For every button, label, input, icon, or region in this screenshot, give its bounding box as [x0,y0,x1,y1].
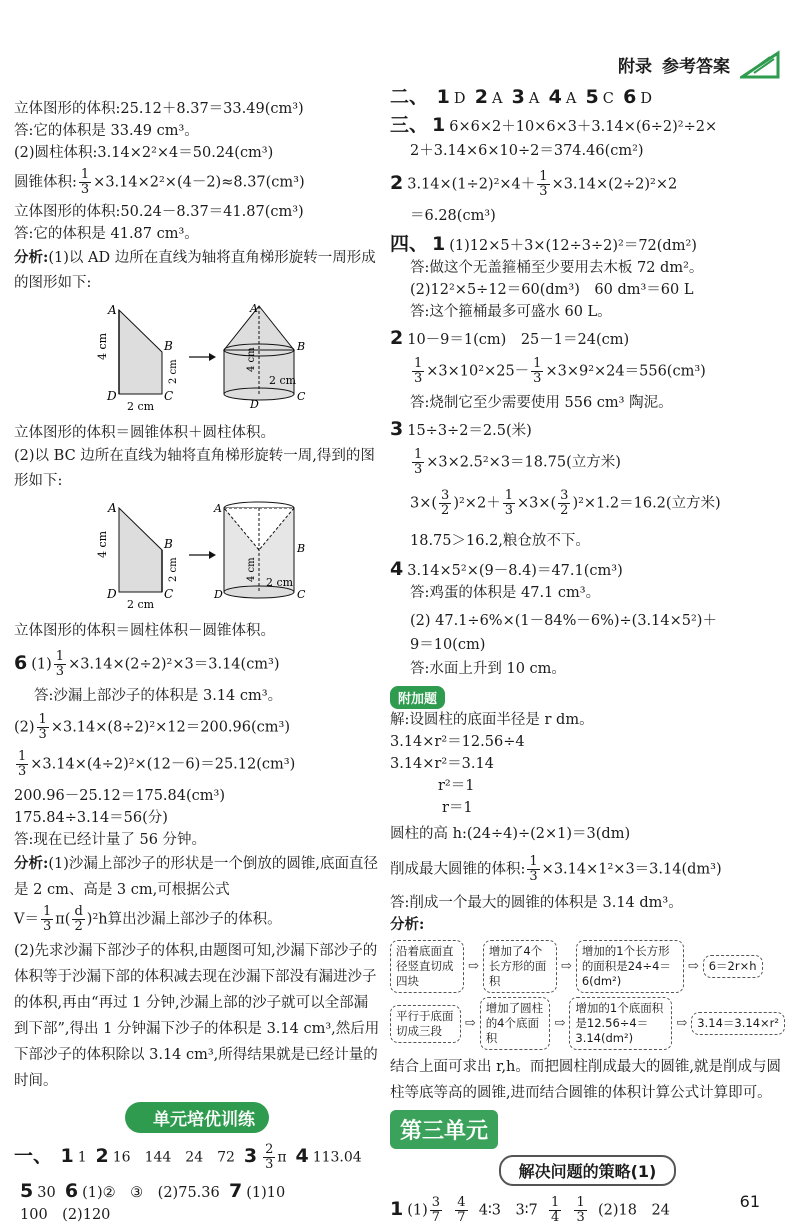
flow-box: 6＝2r×h [703,955,763,978]
svg-text:B: B [297,340,306,353]
arrow-right-icon: ⇨ [676,1016,688,1031]
svg-text:C: C [297,588,306,601]
fraction: $\frac{1}{3}$ [414,447,423,477]
text-line: 3.14×r²＝3.14 [390,756,494,772]
flow-row-2 [390,997,785,1050]
svg-text:2 cm: 2 cm [269,374,297,387]
fraction: $\frac{1}{3}$ [18,749,27,779]
svg-text:C: C [297,390,306,403]
flow-box: 平行于底面切成三段 [390,1005,461,1043]
text-line: 答:烧制它至少需要使用 556 cm³ 陶泥。 [410,395,673,411]
fraction: $\frac{3}{2}$ [560,488,569,518]
analysis-paragraph: 结合上面可求出 r,h。而把圆柱削成最大的圆锥,就是削成与圆柱等底等高的圆锥,进而结合圆锥的体积计算公式计算即可。 [390,1059,782,1101]
svg-text:C: C [164,587,174,601]
right-column [390,86,785,1225]
flow-box: 增加的1个底面积是12.56÷4＝3.14(dm²) [569,997,672,1050]
answer-line: 2 10－9＝1(cm) 25－1＝24(cm) [390,327,630,349]
text-line: 2＋3.14×6×10÷2＝374.46(cm²) [410,143,644,159]
unit-title: 第三单元 [390,1110,498,1149]
arrow-right-icon: ⇨ [560,959,572,974]
formula-line: 削成最大圆锥的体积: $\frac{1}{3}$ ×3.14×1²×3＝3.14(dm³) [390,854,722,884]
svg-text:2 cm: 2 cm [127,598,155,610]
text-line: 3.14×r²＝12.56÷4 [390,734,525,750]
ruler-triangle-icon [740,49,780,79]
svg-text:A: A [250,302,258,315]
flow-row-1 [390,940,785,993]
section-banner: 单元培优训练 [125,1102,269,1133]
svg-text:4 cm: 4 cm [246,347,257,372]
text-line: 解:设圆柱的底面半径是 r dm。 [390,712,594,728]
arrow-right-icon: ⇨ [687,959,699,974]
text-line: 立体图形的体积:50.24－8.37＝41.87(cm³) [14,204,304,220]
formula-line: $\frac{1}{3}$ ×3×10²×25－ $\frac{1}{3}$ ×3×9²×24＝556(cm³) [414,356,706,386]
analysis-paragraph: 分析:(1)沙漏上部沙子的形状是一个倒放的圆锥,底面直径是 2 cm、高是 3 cm,可根据公式 [14,855,379,898]
text-line: 200.96－25.12＝175.84(cm³) [14,788,225,804]
left-column [14,98,380,1226]
fraction: $\frac{1}{3}$ [529,854,538,884]
flow-box: 沿着底面直径竖直切成四块 [390,940,464,993]
text-line: 答:削成一个最大的圆锥的体积是 3.14 dm³。 [390,895,683,911]
svg-text:D: D [214,588,223,601]
svg-text:D: D [107,587,117,601]
answer-line: 1 (1) $\frac{3}{7}$ $\frac{4}{7}$ 4∶3 3∶7 $\frac{1}{4}$ $\frac{1}{3}$ (2)18 24 [390,1195,670,1225]
flow-box: 增加了圆柱的4个底面积 [480,997,551,1050]
strategy-wrap [390,1155,785,1186]
text-line: r²＝1 [438,778,475,794]
text-line: ＝6.28(cm³) [410,208,496,224]
text-line: (2)圆柱体积:3.14×2²×4＝50.24(cm³) [14,145,274,161]
fraction: $\frac{1}{3}$ [38,712,47,742]
fraction: $\frac{1}{3}$ [414,356,423,386]
formula-line [14,168,380,197]
figure-rotate-ad [14,302,314,412]
arrow-right-icon: ⇨ [554,1016,566,1031]
fraction: $\frac{1}{3}$ [504,488,513,518]
svg-text:2 cm: 2 cm [266,576,294,589]
fraction: $\frac{1}{3}$ [539,169,548,199]
text-line: 175.84÷3.14＝56(分) [14,810,168,826]
text-line: 9＝10(cm) [410,637,486,653]
answer-line: 四、 1 (1)12×5＋3×(12÷3÷2)²＝72(dm²) [390,233,697,255]
text-line: 答:它的体积是 41.87 cm³。 [14,226,199,242]
svg-text:C: C [164,389,174,403]
figure-rotate-bc [14,500,314,610]
analysis-label: 分析: [390,916,425,933]
answer-line: 5 30 6 (1)② ③ (2)75.36 7 (1)10 [20,1180,286,1202]
answer-line: 4 3.14×5²×(9－8.4)＝47.1(cm³) [390,558,623,580]
extra-tag-wrap [390,686,785,709]
analysis-label: 分析: [14,855,49,872]
text-line: 立体图形的体积:25.12＋8.37＝33.49(cm³) [14,101,304,117]
formula-line: V＝ $\frac{1}{3}$ π( $\frac{d}{2}$ )²h算出沙漏上部沙子的体积。 [14,904,282,934]
text-line: (2)12²×5÷12＝60(dm³) 60 dm³＝60 L [410,282,694,298]
svg-text:B: B [297,542,306,555]
fraction: $\frac{d}{2}$ [74,904,83,934]
answer-line: 100 (2)120 [20,1207,111,1223]
svg-text:B: B [164,537,173,551]
svg-text:4 cm: 4 cm [96,332,109,360]
svg-text:2 cm: 2 cm [127,400,155,412]
text-line: 圆柱的高 h:(24÷4)÷(2×1)＝3(dm) [390,826,631,842]
extra-question-tag: 附加题 [390,686,445,709]
svg-text:A: A [214,502,222,515]
fraction: $\frac{1}{3}$ [576,1195,585,1225]
unit-title-wrap [390,1110,785,1149]
text-line: r＝1 [442,800,473,816]
fraction: $\frac{3}{2}$ [441,488,450,518]
svg-text:D: D [107,389,117,403]
text: ×3.14×2²×(4－2)≈8.37(cm³) [93,174,305,191]
svg-text:2 cm: 2 cm [168,359,179,384]
formula-line: 3×( $\frac{3}{2}$ )²×2＋ $\frac{1}{3}$ ×3×( $\frac{3}{2}$ )²×1.2＝16.2(立方米) [410,488,721,518]
fraction: $\frac{1}{3}$ [80,167,90,197]
lesson-title: 解决问题的策略(1) [499,1155,677,1186]
fraction: $\frac{1}{4}$ [550,1195,560,1225]
text-line: 答:鸡蛋的体积是 47.1 cm³。 [410,585,601,601]
header-title-answers: 参考答案 [662,56,730,77]
formula-line: $\frac{1}{3}$ ×3×2.5²×3＝18.75(立方米) [414,447,621,477]
answer-line: 3 15÷3÷2＝2.5(米) [390,418,532,440]
text-line: 答:沙漏上部沙子的体积是 3.14 cm³。 [34,688,283,704]
page-number: 61 [739,1192,760,1211]
text-line: 答:这个箍桶最多可盛水 60 L。 [410,304,612,320]
header-title-appendix: 附录 [618,56,652,77]
text-line: 立体图形的体积＝圆柱体积－圆锥体积。 [14,623,275,639]
answer-line: 二、 1 D 2 A 3 A 4 A 5 C 6 D [390,86,652,108]
svg-text:D: D [250,398,259,411]
text-line: 答:做这个无盖箍桶至少要用去木板 72 dm²。 [410,260,704,276]
formula-line: 2 3.14×(1÷2)²×4＋ $\frac{1}{3}$ ×3.14×(2÷2)²×2 [390,169,678,199]
text-line: 答:水面上升到 10 cm。 [410,661,566,677]
flow-box: 增加的1个长方形的面积是24÷4＝6(dm²) [576,940,684,993]
svg-text:4 cm: 4 cm [96,530,109,558]
text: 圆锥体积: [14,174,77,191]
svg-text:2 cm: 2 cm [168,557,179,582]
svg-text:B: B [164,339,173,353]
fraction: $\frac{1}{3}$ [55,649,65,679]
flow-box: 3.14＝3.14×r² [691,1012,785,1035]
banner-wrap [14,1102,380,1133]
formula-line: $\frac{1}{3}$ ×3.14×(4÷2)²×(12－6)＝25.12(cm³) [18,749,296,779]
answer-line: 三、 1 6×6×2＋10×6×3＋3.14×(6÷2)²÷2× [390,114,718,136]
text-paragraph: (2)以 BC 边所在直线为轴将直角梯形旋转一周,得到的图形如下: [14,448,375,489]
analysis-paragraph: (2)先求沙漏下部沙子的体积,由题图可知,沙漏下部沙子的体积等于沙漏下部的体积减去现在沙漏下部没有漏进沙子的体积,再由“再过 1 分钟,沙漏上部的沙子就可以全部漏到下部”,得出 1 分钟漏下沙子的体积是 3.14 cm³,然后用下部沙子的体积除以 3.14 cm³,所得结果就是已经计量的时间。 [14,943,380,1089]
text-line: (2) 47.1÷6%×(1－84%－6%)÷(3.14×5²)＋ [410,613,717,629]
analysis-paragraph: 分析:(1)以 AD 边所在直线为轴将直角梯形旋转一周形成的图形如下: [14,249,376,291]
analysis-label: 分析: [14,249,49,266]
formula-line: 6 (1) $\frac{1}{3}$ ×3.14×(2÷2)²×3＝3.14(cm³) [14,649,280,679]
svg-text:A: A [108,501,117,515]
flow-box: 增加了4个长方形的面积 [483,940,557,993]
arrow-right-icon: ⇨ [468,959,479,974]
fraction: $\frac{4}{7}$ [457,1195,466,1225]
svg-text:A: A [108,303,117,317]
arrow-right-icon: ⇨ [464,1016,476,1031]
page-header [618,44,780,84]
text-line: 答:它的体积是 33.49 cm³。 [14,123,199,139]
fraction: $\frac{1}{3}$ [42,904,52,934]
text-line: 答:现在已经计量了 56 分钟。 [14,832,207,848]
svg-text:4 cm: 4 cm [246,557,257,582]
text-line: 立体图形的体积＝圆锥体积＋圆柱体积。 [14,425,275,441]
formula-line: (2) $\frac{1}{3}$ ×3.14×(8÷2)²×12＝200.96(cm³) [14,712,290,742]
fraction: $\frac{3}{7}$ [431,1195,441,1225]
fraction: $\frac{2}{3}$ [265,1142,274,1172]
question-number: 6 [14,651,28,674]
text-line: 18.75＞16.2,粮仓放不下。 [410,533,590,549]
fraction: $\frac{1}{3}$ [533,356,542,386]
answer-line: 一、 1 1 2 16 144 24 72 3 $\frac{2}{3}$ π 4 113.04 [14,1142,362,1172]
